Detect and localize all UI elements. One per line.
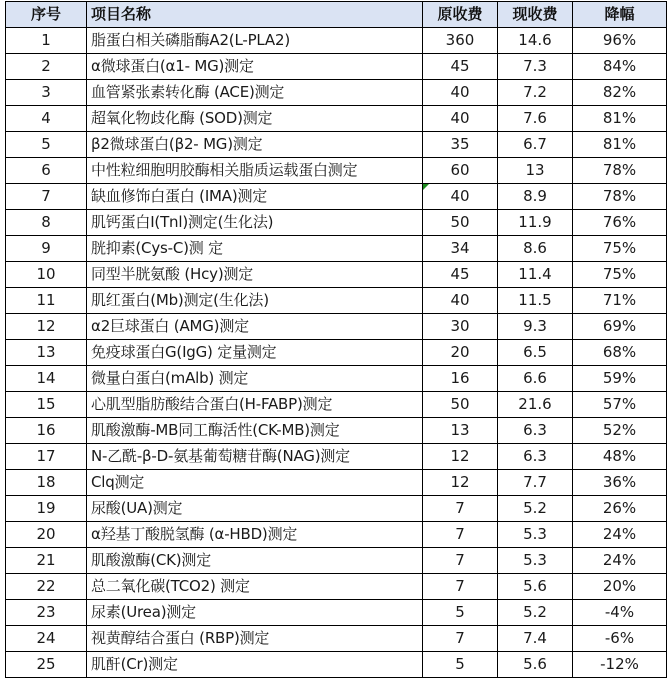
- cell-item-name-text: α微球蛋白(α1- MG)测定: [91, 57, 254, 75]
- cell-current-fee-text: 9.3: [523, 317, 547, 335]
- cell-original-fee-text: 50: [450, 395, 470, 413]
- cell-reduction[interactable]: [573, 80, 667, 106]
- cell-original-fee[interactable]: [423, 626, 498, 652]
- cell-reduction-text: 24%: [602, 525, 637, 543]
- table-row: [6, 470, 667, 496]
- cell-original-fee[interactable]: [423, 522, 498, 548]
- cell-index-text: 18: [36, 473, 56, 491]
- cell-item-name[interactable]: [87, 158, 423, 184]
- cell-current-fee-text: 7.2: [523, 83, 547, 101]
- cell-index-text: 21: [36, 551, 56, 569]
- cell-original-fee[interactable]: [423, 470, 498, 496]
- cell-reduction[interactable]: [573, 262, 667, 288]
- table-row: [6, 574, 667, 600]
- cell-index-text: 23: [36, 603, 56, 621]
- cell-current-fee[interactable]: [498, 288, 573, 314]
- cell-reduction[interactable]: [573, 574, 667, 600]
- cell-original-fee-text: 12: [450, 473, 470, 491]
- cell-original-fee-text: 7: [455, 499, 465, 517]
- cell-original-fee-text: 360: [445, 31, 475, 49]
- cell-current-fee-text: 11.4: [518, 265, 552, 283]
- cell-item-name-text: 尿素(Urea)测定: [91, 603, 196, 621]
- cell-original-fee-text: 60: [450, 161, 470, 179]
- cell-reduction[interactable]: [573, 288, 667, 314]
- table-row: [6, 54, 667, 80]
- cell-index[interactable]: [6, 600, 87, 626]
- cell-reduction-text: 84%: [602, 57, 637, 75]
- cell-current-fee[interactable]: [498, 470, 573, 496]
- cell-reduction[interactable]: [573, 418, 667, 444]
- cell-index[interactable]: [6, 158, 87, 184]
- header-current-fee[interactable]: 现收费: [498, 2, 573, 28]
- cell-original-fee-text: 5: [455, 603, 465, 621]
- cell-reduction-text: 81%: [602, 135, 637, 153]
- cell-current-fee[interactable]: [498, 54, 573, 80]
- cell-reduction[interactable]: [573, 470, 667, 496]
- table-row: [6, 392, 667, 418]
- cell-original-fee[interactable]: [423, 158, 498, 184]
- cell-current-fee[interactable]: [498, 444, 573, 470]
- cell-current-fee[interactable]: [498, 184, 573, 210]
- cell-current-fee[interactable]: [498, 522, 573, 548]
- cell-reduction[interactable]: [573, 392, 667, 418]
- cell-item-name[interactable]: [87, 444, 423, 470]
- cell-current-fee[interactable]: [498, 158, 573, 184]
- cell-reduction[interactable]: [573, 314, 667, 340]
- cell-index-text: 5: [41, 135, 51, 153]
- cell-original-fee[interactable]: [423, 236, 498, 262]
- cell-reduction-text: 68%: [602, 343, 637, 361]
- cell-original-fee[interactable]: [423, 548, 498, 574]
- cell-current-fee-text: 11.5: [518, 291, 552, 309]
- cell-index[interactable]: [6, 548, 87, 574]
- cell-reduction-text: 78%: [602, 161, 637, 179]
- cell-current-fee-text: 7.3: [523, 57, 547, 75]
- cell-current-fee[interactable]: [498, 548, 573, 574]
- cell-original-fee-text: 16: [450, 369, 470, 387]
- cell-reduction-text: 82%: [602, 83, 637, 101]
- cell-index[interactable]: [6, 444, 87, 470]
- cell-index-text: 16: [36, 421, 56, 439]
- cell-reduction-text: 75%: [602, 265, 637, 283]
- cell-item-name[interactable]: [87, 210, 423, 236]
- cell-item-name[interactable]: [87, 314, 423, 340]
- spreadsheet-region: [5, 1, 667, 678]
- cell-current-fee[interactable]: [498, 418, 573, 444]
- cell-item-name[interactable]: [87, 132, 423, 158]
- cell-current-fee-text: 8.9: [523, 187, 547, 205]
- cell-original-fee[interactable]: [423, 184, 498, 210]
- cell-original-fee[interactable]: [423, 392, 498, 418]
- cell-original-fee-text: 7: [455, 551, 465, 569]
- cell-current-fee-text: 6.5: [523, 343, 547, 361]
- table-row: [6, 184, 667, 210]
- cell-item-name[interactable]: [87, 340, 423, 366]
- cell-reduction[interactable]: [573, 444, 667, 470]
- cell-original-fee-text: 35: [450, 135, 470, 153]
- cell-reduction-text: 75%: [602, 239, 637, 257]
- cell-reduction[interactable]: [573, 600, 667, 626]
- cell-original-fee-text: 40: [450, 291, 470, 309]
- cell-current-fee-text: 5.2: [523, 499, 547, 517]
- table-row: [6, 158, 667, 184]
- cell-original-fee[interactable]: [423, 132, 498, 158]
- cell-current-fee-text: 21.6: [518, 395, 552, 413]
- cell-index[interactable]: [6, 418, 87, 444]
- table-row: [6, 236, 667, 262]
- cell-item-name[interactable]: [87, 470, 423, 496]
- cell-current-fee[interactable]: [498, 210, 573, 236]
- cell-item-name-text: 缺血修饰白蛋白 (IMA)测定: [91, 187, 268, 205]
- cell-current-fee-text: 6.7: [523, 135, 547, 153]
- cell-current-fee[interactable]: [498, 236, 573, 262]
- cell-reduction-text: 81%: [602, 109, 637, 127]
- table-row: [6, 262, 667, 288]
- cell-current-fee-text: 6.6: [523, 369, 547, 387]
- cell-index-text: 22: [36, 577, 56, 595]
- cell-current-fee[interactable]: [498, 366, 573, 392]
- table-row: [6, 106, 667, 132]
- cell-original-fee[interactable]: [423, 106, 498, 132]
- cell-index-text: 6: [41, 161, 51, 179]
- cell-original-fee[interactable]: [423, 80, 498, 106]
- cell-current-fee[interactable]: [498, 106, 573, 132]
- cell-index[interactable]: [6, 626, 87, 652]
- cell-reduction-text: 48%: [602, 447, 637, 465]
- cell-item-name[interactable]: [87, 600, 423, 626]
- cell-index-text: 19: [36, 499, 56, 517]
- table-row: [6, 444, 667, 470]
- table-row: [6, 288, 667, 314]
- cell-original-fee-text: 12: [450, 447, 470, 465]
- cell-original-fee[interactable]: [423, 340, 498, 366]
- cell-current-fee-text: 5.6: [523, 655, 547, 673]
- cell-index[interactable]: [6, 522, 87, 548]
- cell-reduction[interactable]: [573, 106, 667, 132]
- cell-index[interactable]: [6, 652, 87, 678]
- cell-index[interactable]: [6, 106, 87, 132]
- cell-reduction[interactable]: [573, 236, 667, 262]
- cell-original-fee-text: 30: [450, 317, 470, 335]
- cell-original-fee-text: 40: [450, 109, 470, 127]
- cell-reduction-text: -4%: [604, 603, 635, 621]
- cell-current-fee-text: 5.3: [523, 525, 547, 543]
- table-body: [6, 28, 667, 678]
- cell-index[interactable]: [6, 288, 87, 314]
- cell-item-name-text: 脂蛋白相关磷脂酶A2(L-PLA2): [91, 31, 290, 49]
- cell-original-fee[interactable]: [423, 574, 498, 600]
- cell-item-name-text: 免疫球蛋白G(IgG) 定量测定: [91, 343, 277, 361]
- cell-current-fee-text: 5.3: [523, 551, 547, 569]
- cell-index-text: 15: [36, 395, 56, 413]
- cell-reduction-text: 69%: [602, 317, 637, 335]
- cell-index[interactable]: [6, 366, 87, 392]
- table-row: [6, 366, 667, 392]
- cell-index-text: 25: [36, 655, 56, 673]
- cell-index[interactable]: [6, 80, 87, 106]
- cell-index[interactable]: [6, 470, 87, 496]
- table-row: [6, 548, 667, 574]
- cell-original-fee[interactable]: [423, 314, 498, 340]
- cell-current-fee-text: 5.2: [523, 603, 547, 621]
- cell-original-fee-text: 20: [450, 343, 470, 361]
- cell-item-name[interactable]: [87, 522, 423, 548]
- cell-item-name[interactable]: [87, 548, 423, 574]
- table-row: [6, 522, 667, 548]
- cell-item-name[interactable]: [87, 80, 423, 106]
- cell-item-name[interactable]: [87, 574, 423, 600]
- cell-item-name-text: α2巨球蛋白 (AMG)测定: [91, 317, 249, 335]
- cell-reduction[interactable]: [573, 522, 667, 548]
- cell-index-text: 9: [41, 239, 51, 257]
- cell-index-text: 12: [36, 317, 56, 335]
- cell-current-fee[interactable]: [498, 262, 573, 288]
- cell-item-name[interactable]: [87, 54, 423, 80]
- cell-reduction[interactable]: [573, 132, 667, 158]
- cell-current-fee-text: 6.3: [523, 421, 547, 439]
- cell-index[interactable]: [6, 496, 87, 522]
- cell-original-fee[interactable]: [423, 210, 498, 236]
- header-reduction[interactable]: 降幅: [573, 2, 667, 28]
- cell-index[interactable]: [6, 236, 87, 262]
- cell-index-text: 13: [36, 343, 56, 361]
- cell-item-name[interactable]: [87, 418, 423, 444]
- cell-index-text: 8: [41, 213, 51, 231]
- cell-reduction-text: 26%: [602, 499, 637, 517]
- cell-item-name[interactable]: [87, 626, 423, 652]
- cell-item-name-text: β2微球蛋白(β2- MG)测定: [91, 135, 263, 153]
- cell-index[interactable]: [6, 262, 87, 288]
- cell-item-name[interactable]: [87, 184, 423, 210]
- header-row: [6, 2, 667, 28]
- cell-original-fee[interactable]: [423, 262, 498, 288]
- cell-original-fee[interactable]: [423, 366, 498, 392]
- cell-item-name-text: N-乙酰-β-D-氨基葡萄糖苷酶(NAG)测定: [91, 447, 350, 465]
- cell-index[interactable]: [6, 340, 87, 366]
- header-name[interactable]: 项目名称: [87, 2, 423, 28]
- cell-reduction[interactable]: [573, 28, 667, 54]
- table-row: [6, 314, 667, 340]
- cell-reduction-text: 57%: [602, 395, 637, 413]
- cell-item-name[interactable]: [87, 236, 423, 262]
- cell-current-fee-text: 7.7: [523, 473, 547, 491]
- table-row: [6, 418, 667, 444]
- cell-reduction-text: -12%: [600, 655, 639, 673]
- cell-reduction-text: -6%: [604, 629, 635, 647]
- cell-reduction-text: 76%: [602, 213, 637, 231]
- cell-item-name-text: Clq测定: [91, 473, 145, 491]
- cell-index-text: 3: [41, 83, 51, 101]
- cell-original-fee-text: 40: [450, 187, 470, 205]
- cell-index-text: 1: [41, 31, 51, 49]
- cell-item-name-text: 胱抑素(Cys-C)测 定: [91, 239, 223, 257]
- cell-original-fee[interactable]: [423, 444, 498, 470]
- cell-current-fee[interactable]: [498, 652, 573, 678]
- cell-reduction-text: 78%: [602, 187, 637, 205]
- cell-reduction[interactable]: [573, 340, 667, 366]
- cell-index-text: 24: [36, 629, 56, 647]
- cell-reduction-text: 24%: [602, 551, 637, 569]
- cell-reduction[interactable]: [573, 496, 667, 522]
- cell-item-name-text: 超氧化物歧化酶 (SOD)测定: [91, 109, 273, 127]
- cell-current-fee-text: 7.6: [523, 109, 547, 127]
- cell-reduction-text: 52%: [602, 421, 637, 439]
- cell-original-fee[interactable]: [423, 496, 498, 522]
- cell-current-fee[interactable]: [498, 132, 573, 158]
- cell-reduction[interactable]: [573, 210, 667, 236]
- cell-current-fee-text: 13: [525, 161, 545, 179]
- cell-current-fee-text: 11.9: [518, 213, 552, 231]
- cell-reduction[interactable]: [573, 548, 667, 574]
- cell-current-fee-text: 14.6: [518, 31, 552, 49]
- cell-item-name-text: 心肌型脂肪酸结合蛋白(H-FABP)测定: [91, 395, 333, 413]
- cell-current-fee[interactable]: [498, 80, 573, 106]
- cell-item-name-text: 肌酸激酶(CK)测定: [91, 551, 212, 569]
- cell-item-name-text: 肌红蛋白(Mb)测定(生化法): [91, 291, 269, 309]
- header-original-fee[interactable]: 原收费: [423, 2, 498, 28]
- cell-index[interactable]: [6, 28, 87, 54]
- table-row: [6, 340, 667, 366]
- cell-original-fee-text: 7: [455, 525, 465, 543]
- cell-reduction[interactable]: [573, 652, 667, 678]
- table-row: [6, 600, 667, 626]
- cell-original-fee-text: 45: [450, 265, 470, 283]
- cell-reduction[interactable]: [573, 158, 667, 184]
- cell-reduction[interactable]: [573, 54, 667, 80]
- cell-reduction[interactable]: [573, 626, 667, 652]
- cell-original-fee[interactable]: [423, 652, 498, 678]
- cell-original-fee-text: 34: [450, 239, 470, 257]
- table-row: [6, 28, 667, 54]
- cell-item-name[interactable]: [87, 262, 423, 288]
- cell-original-fee-text: 50: [450, 213, 470, 231]
- cell-item-name-text: α羟基丁酸脱氢酶 (α-HBD)测定: [91, 525, 298, 543]
- cell-original-fee-text: 45: [450, 57, 470, 75]
- cell-index[interactable]: [6, 210, 87, 236]
- table-row: [6, 652, 667, 678]
- table-row: [6, 626, 667, 652]
- cell-original-fee-text: 13: [450, 421, 470, 439]
- cell-current-fee-text: 6.3: [523, 447, 547, 465]
- cell-index-text: 4: [41, 109, 51, 127]
- cell-original-fee[interactable]: [423, 600, 498, 626]
- table-row: [6, 496, 667, 522]
- cell-current-fee[interactable]: [498, 392, 573, 418]
- cell-item-name-text: 视黄醇结合蛋白 (RBP)测定: [91, 629, 270, 647]
- header-index[interactable]: 序号: [6, 2, 87, 28]
- cell-reduction-text: 20%: [602, 577, 637, 595]
- cell-item-name[interactable]: [87, 106, 423, 132]
- cell-reduction-text: 59%: [602, 369, 637, 387]
- cell-index-text: 10: [36, 265, 56, 283]
- cell-original-fee[interactable]: [423, 28, 498, 54]
- table-row: [6, 132, 667, 158]
- cell-item-name[interactable]: [87, 652, 423, 678]
- cell-index[interactable]: [6, 132, 87, 158]
- cell-original-fee-text: 7: [455, 577, 465, 595]
- error-indicator-icon[interactable]: [423, 184, 429, 190]
- cell-current-fee-text: 7.4: [523, 629, 547, 647]
- cell-index[interactable]: [6, 184, 87, 210]
- cell-reduction[interactable]: [573, 184, 667, 210]
- cell-index-text: 17: [36, 447, 56, 465]
- cell-original-fee-text: 7: [455, 629, 465, 647]
- cell-reduction-text: 71%: [602, 291, 637, 309]
- cell-item-name-text: 同型半胱氨酸 (Hcy)测定: [91, 265, 254, 283]
- cell-item-name-text: 肌酐(Cr)测定: [91, 655, 178, 673]
- cell-item-name-text: 总二氧化碳(TCO2) 测定: [91, 577, 250, 595]
- cell-item-name-text: 中性粒细胞明胶酶相关脂质运载蛋白测定: [91, 161, 358, 179]
- cell-original-fee-text: 5: [455, 655, 465, 673]
- cell-index[interactable]: [6, 54, 87, 80]
- cell-item-name[interactable]: [87, 366, 423, 392]
- cell-reduction-text: 96%: [602, 31, 637, 49]
- cell-current-fee[interactable]: [498, 574, 573, 600]
- cell-item-name[interactable]: [87, 496, 423, 522]
- cell-index-text: 7: [41, 187, 51, 205]
- cell-current-fee[interactable]: [498, 340, 573, 366]
- cell-original-fee[interactable]: [423, 418, 498, 444]
- cell-item-name-text: 微量白蛋白(mAlb) 测定: [91, 369, 249, 387]
- cell-original-fee[interactable]: [423, 54, 498, 80]
- table-row: [6, 80, 667, 106]
- cell-original-fee[interactable]: [423, 288, 498, 314]
- cell-reduction[interactable]: [573, 366, 667, 392]
- cell-item-name[interactable]: [87, 28, 423, 54]
- cell-item-name-text: 肌钙蛋白I(Tnl)测定(生化法): [91, 213, 274, 231]
- cell-current-fee[interactable]: [498, 314, 573, 340]
- cell-item-name-text: 血管紧张素转化酶 (ACE)测定: [91, 83, 285, 101]
- cell-index-text: 20: [36, 525, 56, 543]
- cell-reduction-text: 36%: [602, 473, 637, 491]
- cell-index-text: 11: [36, 291, 56, 309]
- cell-current-fee-text: 5.6: [523, 577, 547, 595]
- table-row: [6, 210, 667, 236]
- cell-current-fee[interactable]: [498, 626, 573, 652]
- cell-index[interactable]: [6, 314, 87, 340]
- cell-current-fee[interactable]: [498, 496, 573, 522]
- cell-index-text: 2: [41, 57, 51, 75]
- cell-index[interactable]: [6, 574, 87, 600]
- cell-current-fee-text: 8.6: [523, 239, 547, 257]
- fee-reduction-table: [5, 1, 667, 678]
- cell-original-fee-text: 40: [450, 83, 470, 101]
- cell-item-name[interactable]: [87, 392, 423, 418]
- cell-current-fee[interactable]: [498, 28, 573, 54]
- cell-current-fee[interactable]: [498, 600, 573, 626]
- cell-item-name[interactable]: [87, 288, 423, 314]
- cell-index-text: 14: [36, 369, 56, 387]
- cell-item-name-text: 肌酸激酶-MB同工酶活性(CK-MB)测定: [91, 421, 340, 439]
- cell-item-name-text: 尿酸(UA)测定: [91, 499, 183, 517]
- cell-index[interactable]: [6, 392, 87, 418]
